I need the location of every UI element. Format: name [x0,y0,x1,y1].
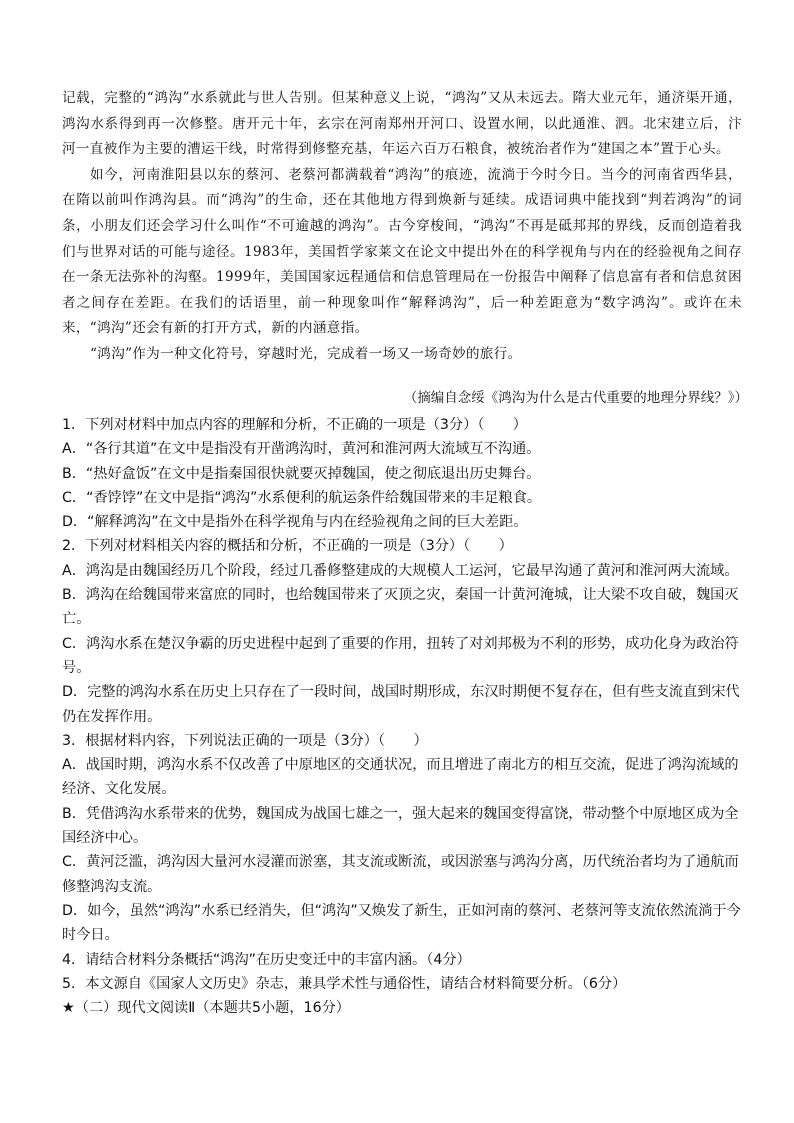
passage-paragraph-3: “鸿沟”作为一种文化符号，穿越时光，完成着一场又一场奇妙的旅行。 [90,345,522,362]
question-3-option-b: B．凭借鸿沟水系带来的优势，魏国成为战国七雄之一，强大起来的魏国变得富饶，带动整个中原地区成为全国经济中心。 [62,805,739,847]
passage-source-citation: （摘编自念绥《鸿沟为什么是古代重要的地理分界线？》） [403,390,748,406]
question-list [62,413,742,1020]
passage-paragraph-2: 如今，河南淮阳县以东的蔡河、老蔡河都满载着“鸿沟”的痕迹，流淌于今时今日。当今的河南省西华县，在隋以前叫作鸿沟县。而“鸿沟”的生命，还在其他地方得到焕新与延续。成语词典中能找到“判若鸿沟”的词条，小朋友们还会学习什么叫作“不可逾越的鸿沟”。古今穿梭间，“鸿沟”不再是砥邦邦的界线，反而创造着我们与世界对话的可能与途径。1983年，美国哲学家莱文在论文中提出外在的科学视角与内在的经验视角之间存在一条无法弥补的沟壑。1999年，美国国家远程通信和信息管理局在一份报告中阐释了信息富有者和信息贫困者之间存在差距。在我们的话语里，前一种现象叫作“解释鸿沟”，后一种差距意为“数字鸿沟”。或许在未来，“鸿沟”还会有新的打开方式，新的内涵意指。 [62,166,742,337]
section-heading: ★（二）现代文阅读Ⅱ（本题共5小题，16分） [62,1000,350,1017]
question-1-stem: 1．下列对材料中加点内容的理解和分析，不正确的一项是（3分）（ ） [62,417,527,433]
question-1-option-d: D．“解释鸿沟”在文中是指外在科学视角与内在经验视角之间的巨大差距。 [62,514,528,531]
question-2-option-c: C．鸿沟水系在楚汉争霸的历史进程中起到了重要的作用，扭转了对刘邦极为不利的形势，成功化身为政治符号。 [62,635,739,676]
question-2-stem: 2．下列对材料相关内容的概括和分析，不正确的一项是（3分）（ ） [62,538,513,555]
question-3-stem: 3．根据材料内容，下列说法正确的一项是（3分）（ ） [62,732,428,749]
question-5-stem: 5．本文源自《国家人文历史》杂志，兼具学术性与通俗性，请结合材料简要分析。（6分） [62,975,627,992]
question-4-stem: 4．请结合材料分条概括“鸿沟”在历史变迁中的丰富内涵。（4分） [62,951,471,968]
question-1-option-c: C．“香饽饽”在文中是指“鸿沟”水系便利的航运条件给魏国带来的丰足粮食。 [62,489,542,506]
question-1-option-b: B．“热好盒饭”在文中是指秦国很快就要灭掉魏国，使之彻底退出历史舞台。 [62,465,541,482]
reading-passage [62,86,742,368]
question-2-option-d: D．完整的鸿沟水系在历史上只存在了一段时间，战国时期形成，东汉时期便不复存在，但有些支流直到宋代仍在发挥作用。 [62,684,740,725]
question-3-option-c: C．黄河泛滥，鸿沟因大量河水浸灌而淤塞，其支流或断流，或因淤塞与鸿沟分离，历代统治者均为了通航而修整鸿沟支流。 [62,854,739,895]
question-3-option-a: A．战国时期，鸿沟水系不仅改善了中原地区的交通状况，而且增进了南北方的相互交流，促进了鸿沟流域的经济、文化发展。 [62,757,739,798]
question-2-option-a: A．鸿沟是由魏国经历几个阶段，经过几番修整建成的大规模人工运河，它最早沟通了黄河和淮河两大流域。 [62,562,739,579]
passage-paragraph-1: 记载，完整的“鸿沟”水系就此与世人告别。但某种意义上说，“鸿沟”又从未远去。隋大业元年，通济渠开通，鸿沟水系得到再一次修整。唐开元十年，玄宗在河南郑州开河口、设置水闸，以此通淮、泗。北宋建立后，汴河一直被作为主要的漕运干线，时常得到修整充基，年运六百万石粮食，被统治者作为“建国之本”置于心头。 [62,90,742,158]
question-1-option-a: A．“各行其道”在文中是指没有开凿鸿沟时，黄河和淮河两大流域互不沟通。 [62,441,541,458]
question-2-option-b: B．鸿沟在给魏国带来富庶的同时，也给魏国带来了灭顶之灾，秦国一计黄河淹城，让大梁不攻自破，魏国灭亡。 [62,587,739,628]
question-3-option-d: D．如今，虽然“鸿沟”水系已经消失，但“鸿沟”又焕发了新生，正如河南的蔡河、老蔡河等支流依然流淌于今时今日。 [62,902,741,944]
